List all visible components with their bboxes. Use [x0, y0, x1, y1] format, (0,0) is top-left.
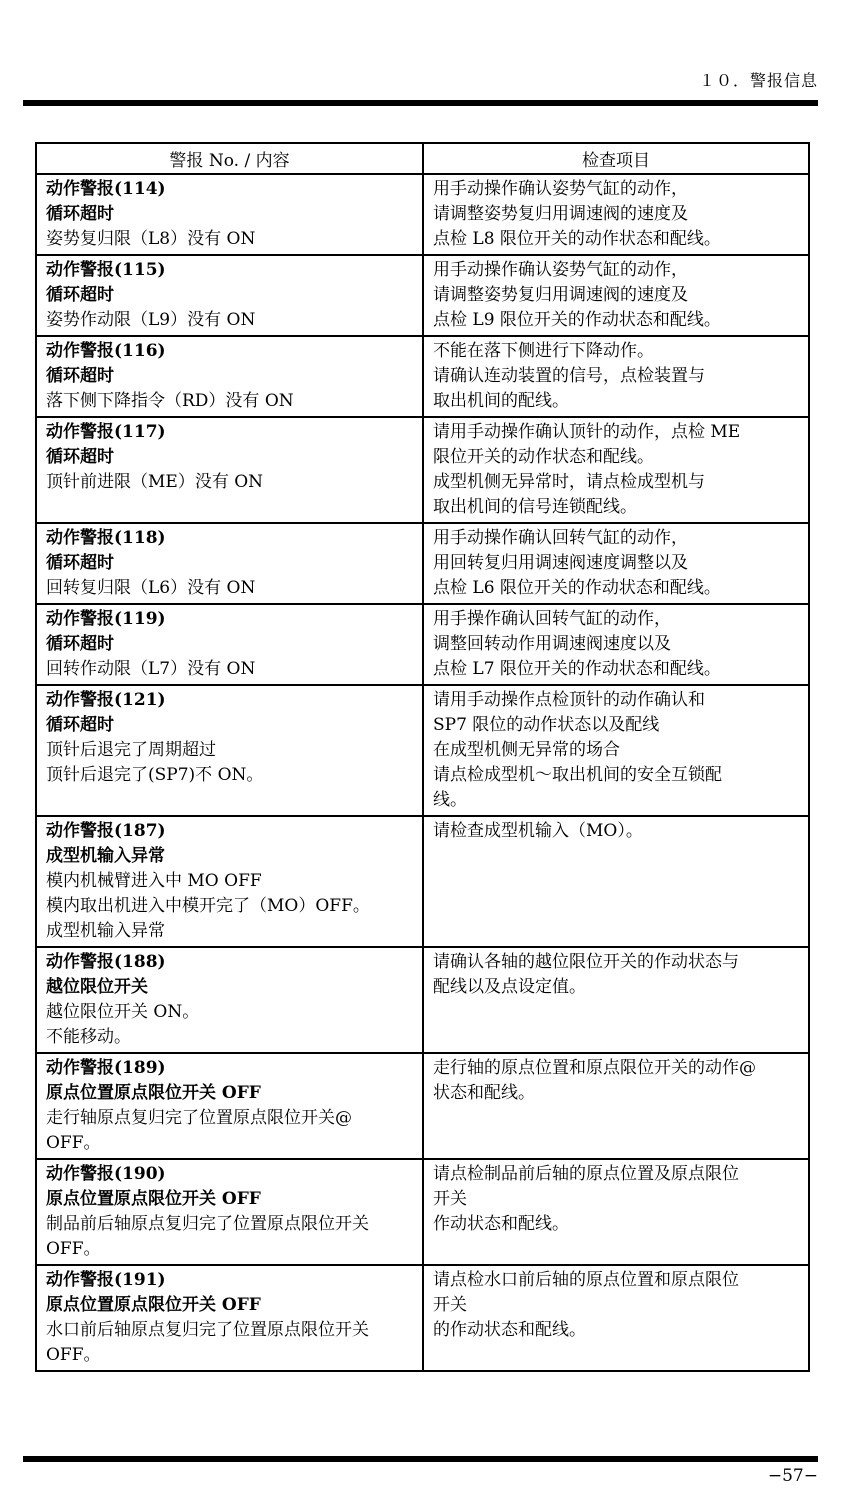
- column-header-alarm-no: 警报 No. / 内容: [36, 143, 423, 174]
- alarm-title-line: 动作警报(118): [46, 528, 166, 548]
- check-cell: [423, 1265, 809, 1371]
- table-row: [36, 947, 809, 1053]
- alarm-cell: [36, 1265, 423, 1371]
- check-item-line: 请用手动操作确认顶针的动作，点检 ME: [433, 422, 741, 442]
- alarm-title-line: 动作警报(191): [46, 1270, 166, 1290]
- alarm-cell: [36, 174, 423, 255]
- alarm-title-line: 动作警报(119): [46, 609, 166, 629]
- alarm-title-line: 原点位置原点限位开关 OFF: [46, 1295, 261, 1315]
- alarm-title-line: 循环超时: [46, 447, 114, 467]
- alarm-detail-line: 落下侧下降指令（RD）没有 ON: [46, 391, 294, 411]
- column-header-check-items: 检查项目: [423, 143, 809, 174]
- table-row: [36, 685, 809, 816]
- table-row: [36, 604, 809, 685]
- check-item-line: 调整回转动作用调速阀速度以及: [433, 634, 671, 654]
- check-item-line: 用手操作确认回转气缸的动作，: [433, 609, 671, 629]
- check-item-line: 请点检水口前后轴的原点位置和原点限位: [433, 1270, 739, 1290]
- alarm-detail-line: OFF。: [46, 1133, 101, 1153]
- alarm-title-line: 循环超时: [46, 285, 114, 305]
- alarm-detail-line: 水口前后轴原点复归完了位置原点限位开关: [46, 1320, 369, 1340]
- alarm-title-line: 动作警报(114): [46, 179, 166, 199]
- alarm-title-line: 动作警报(117): [46, 422, 166, 442]
- check-item-line: SP7 限位的动作状态以及配线: [433, 715, 660, 735]
- alarm-detail-line: 越位限位开关 ON。: [46, 1002, 200, 1022]
- table-row: [36, 417, 809, 523]
- alarm-cell: [36, 604, 423, 685]
- alarm-title-line: 原点位置原点限位开关 OFF: [46, 1189, 261, 1209]
- alarm-cell: [36, 523, 423, 604]
- check-item-line: 请用手动操作点检顶针的动作确认和: [433, 690, 705, 710]
- alarm-detail-line: 制品前后轴原点复归完了位置原点限位开关: [46, 1214, 369, 1234]
- check-item-line: 成型机侧无异常时，请点检成型机与: [433, 472, 705, 492]
- alarm-cell: [36, 417, 423, 523]
- table-row: [36, 816, 809, 947]
- check-cell: [423, 255, 809, 336]
- alarm-detail-line: 回转作动限（L7）没有 ON: [46, 659, 256, 679]
- chapter-title: １０．警报信息: [698, 71, 818, 90]
- check-item-line: 请检查成型机输入（MO）。: [433, 821, 643, 841]
- alarm-table: [35, 142, 810, 1372]
- table-row: [36, 1053, 809, 1159]
- alarm-title-line: 循环超时: [46, 204, 114, 224]
- table-row: [36, 174, 809, 255]
- check-cell: [423, 604, 809, 685]
- check-item-line: 请调整姿势复归用调速阀的速度及: [433, 285, 688, 305]
- check-item-line: 在成型机侧无异常的场合: [433, 740, 620, 760]
- alarm-cell: [36, 816, 423, 947]
- alarm-cell: [36, 1159, 423, 1265]
- header-rule: [23, 100, 818, 106]
- check-item-line: 取出机间的信号连锁配线。: [433, 497, 637, 517]
- alarm-detail-line: 姿势复归限（L8）没有 ON: [46, 229, 256, 249]
- check-item-line: 限位开关的动作状态和配线。: [433, 447, 654, 467]
- alarm-detail-line: 回转复归限（L6）没有 ON: [46, 578, 256, 598]
- check-item-line: 线。: [433, 790, 467, 810]
- alarm-title-line: 动作警报(190): [46, 1164, 166, 1184]
- check-item-line: 用回转复归用调速阀速度调整以及: [433, 553, 688, 573]
- check-item-line: 状态和配线。: [433, 1083, 535, 1103]
- alarm-title-line: 循环超时: [46, 553, 114, 573]
- check-item-line: 作动状态和配线。: [433, 1214, 569, 1234]
- alarm-detail-line: OFF。: [46, 1345, 101, 1365]
- check-item-line: 用手动操作确认姿势气缸的动作，: [433, 179, 688, 199]
- alarm-detail-line: OFF。: [46, 1239, 101, 1259]
- alarm-detail-line: 顶针后退完了周期超过: [46, 740, 216, 760]
- check-cell: [423, 336, 809, 417]
- check-item-line: 配线以及点设定值。: [433, 977, 586, 997]
- alarm-detail-line: 顶针前进限（ME）没有 ON: [46, 472, 264, 492]
- alarm-cell: [36, 947, 423, 1053]
- alarm-table-body: [36, 174, 809, 1371]
- alarm-title-line: 原点位置原点限位开关 OFF: [46, 1083, 261, 1103]
- check-item-line: 请确认各轴的越位限位开关的作动状态与: [433, 952, 739, 972]
- footer-rule: [23, 1456, 818, 1462]
- table-header-row: [36, 143, 809, 174]
- check-cell: [423, 523, 809, 604]
- table-row: [36, 255, 809, 336]
- alarm-cell: [36, 255, 423, 336]
- table-row: [36, 523, 809, 604]
- table-row: [36, 1265, 809, 1371]
- check-cell: [423, 816, 809, 947]
- alarm-title-line: 成型机输入异常: [46, 846, 165, 866]
- check-cell: [423, 685, 809, 816]
- alarm-detail-line: 模内取出机进入中模开完了（MO）OFF。: [46, 896, 370, 916]
- alarm-detail-line: 成型机输入异常: [46, 921, 165, 941]
- alarm-cell: [36, 685, 423, 816]
- check-item-line: 用手动操作确认回转气缸的动作，: [433, 528, 688, 548]
- check-item-line: 走行轴的原点位置和原点限位开关的动作@: [433, 1058, 756, 1078]
- alarm-title-line: 动作警报(115): [46, 260, 166, 280]
- check-item-line: 取出机间的配线。: [433, 391, 569, 411]
- alarm-title-line: 动作警报(121): [46, 690, 166, 710]
- check-item-line: 不能在落下侧进行下降动作。: [433, 341, 654, 361]
- check-item-line: 请点检制品前后轴的原点位置及原点限位: [433, 1164, 739, 1184]
- alarm-cell: [36, 336, 423, 417]
- alarm-detail-line: 走行轴原点复归完了位置原点限位开关@: [46, 1108, 352, 1128]
- check-cell: [423, 1053, 809, 1159]
- check-item-line: 点检 L7 限位开关的作动状态和配线。: [433, 659, 721, 679]
- check-item-line: 请点检成型机～取出机间的安全互锁配: [433, 765, 722, 785]
- check-item-line: 点检 L8 限位开关的动作状态和配线。: [433, 229, 721, 249]
- alarm-title-line: 动作警报(189): [46, 1058, 166, 1078]
- check-cell: [423, 417, 809, 523]
- alarm-title-line: 动作警报(116): [46, 341, 166, 361]
- alarm-title-line: 动作警报(187): [46, 821, 166, 841]
- table-row: [36, 336, 809, 417]
- alarm-title-line: 循环超时: [46, 634, 114, 654]
- check-item-line: 点检 L9 限位开关的作动状态和配线。: [433, 310, 721, 330]
- alarm-title-line: 循环超时: [46, 715, 114, 735]
- alarm-title-line: 循环超时: [46, 366, 114, 386]
- alarm-title-line: 动作警报(188): [46, 952, 166, 972]
- alarm-detail-line: 顶针后退完了(SP7)不 ON。: [46, 765, 264, 785]
- check-cell: [423, 174, 809, 255]
- check-item-line: 开关: [433, 1189, 467, 1209]
- check-item-line: 的作动状态和配线。: [433, 1320, 586, 1340]
- alarm-detail-line: 姿势作动限（L9）没有 ON: [46, 310, 256, 330]
- check-cell: [423, 1159, 809, 1265]
- alarm-detail-line: 不能移动。: [46, 1027, 131, 1047]
- page-number: −57−: [767, 1466, 818, 1486]
- check-item-line: 请确认连动装置的信号，点检装置与: [433, 366, 705, 386]
- alarm-cell: [36, 1053, 423, 1159]
- check-cell: [423, 947, 809, 1053]
- alarm-detail-line: 模内机械臂进入中 MO OFF: [46, 871, 262, 891]
- check-item-line: 请调整姿势复归用调速阀的速度及: [433, 204, 688, 224]
- check-item-line: 点检 L6 限位开关的作动状态和配线。: [433, 578, 721, 598]
- check-item-line: 开关: [433, 1295, 467, 1315]
- table-row: [36, 1159, 809, 1265]
- check-item-line: 用手动操作确认姿势气缸的动作，: [433, 260, 688, 280]
- alarm-title-line: 越位限位开关: [46, 977, 148, 997]
